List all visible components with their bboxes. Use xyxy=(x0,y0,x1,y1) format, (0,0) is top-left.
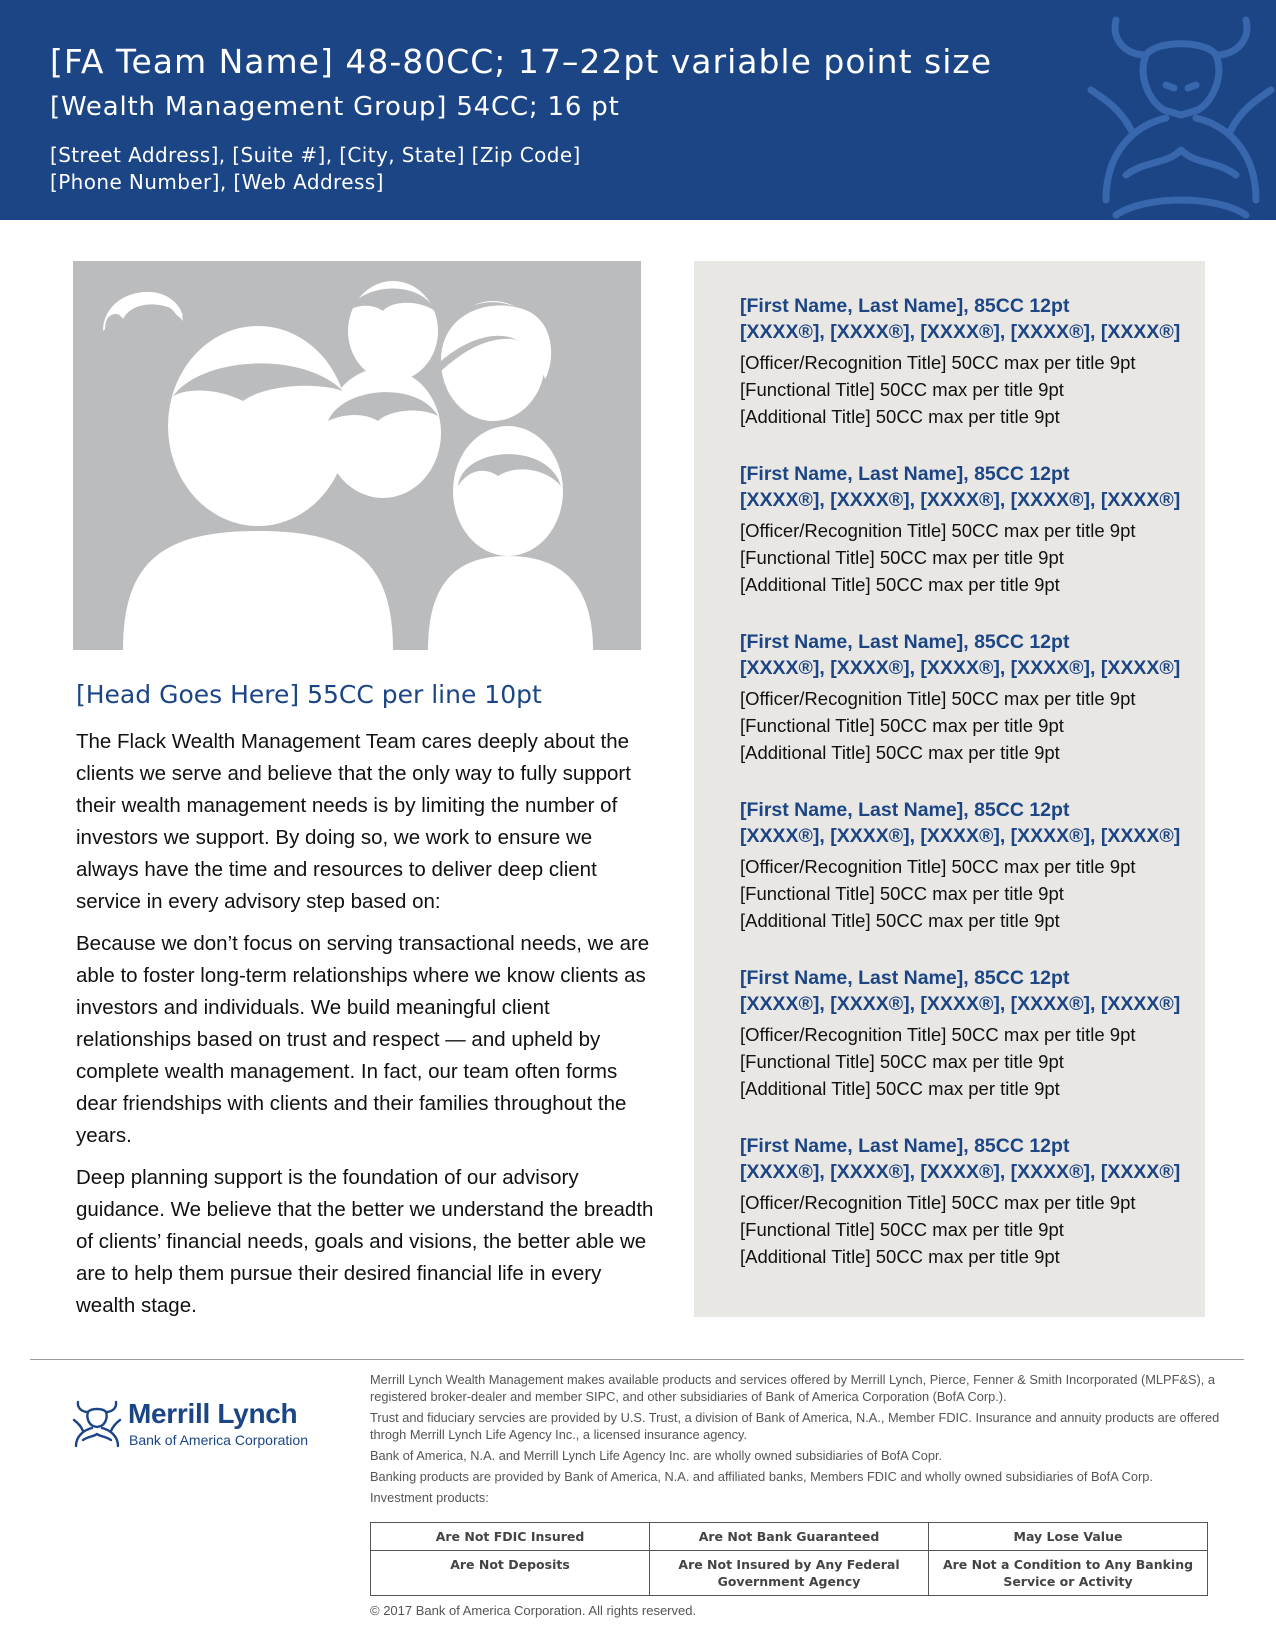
member-name: [First Name, Last Name], 85CC 12pt xyxy=(740,1135,1070,1157)
member-name: [First Name, Last Name], 85CC 12pt xyxy=(740,295,1070,317)
bull-icon xyxy=(72,1398,122,1448)
table-cell: Are Not Deposits xyxy=(371,1551,650,1596)
member-credentials: [XXXX®], [XXXX®], [XXXX®], [XXXX®], [XXXX®] xyxy=(740,489,1181,511)
logo-subtitle: Bank of America Corporation xyxy=(129,1432,308,1448)
table-row xyxy=(371,1523,1208,1551)
member-credentials: [XXXX®], [XXXX®], [XXXX®], [XXXX®], [XXXX®] xyxy=(740,825,1181,847)
team-member xyxy=(740,461,1200,598)
member-name: [First Name, Last Name], 85CC 12pt xyxy=(740,631,1070,653)
section-heading: [Head Goes Here] 55CC per line 10pt xyxy=(76,680,542,709)
table-cell: May Lose Value xyxy=(929,1523,1208,1551)
body-copy xyxy=(76,726,656,1332)
member-additional-title: [Additional Title] 50CC max per title 9pt xyxy=(740,1246,1060,1267)
disclosure-paragraph: Investment products: xyxy=(370,1490,489,1505)
member-credentials: [XXXX®], [XXXX®], [XXXX®], [XXXX®], [XXXX®] xyxy=(740,1161,1181,1183)
table-cell: Are Not Insured by Any Federal Government Agency xyxy=(650,1551,929,1596)
contact-block xyxy=(50,142,581,196)
team-member xyxy=(740,629,1200,766)
body-paragraph: Deep planning support is the foundation of our advisory guidance. We believe that the better we understand the breadth of clients’ financial needs, goals and visions, the better able we are to help them pursue their desired financial life in every wealth stage. xyxy=(76,1166,654,1317)
member-additional-title: [Additional Title] 50CC max per title 9pt xyxy=(740,910,1060,931)
member-name: [First Name, Last Name], 85CC 12pt xyxy=(740,799,1070,821)
member-credentials: [XXXX®], [XXXX®], [XXXX®], [XXXX®], [XXXX®] xyxy=(740,657,1181,679)
member-credentials: [XXXX®], [XXXX®], [XXXX®], [XXXX®], [XXXX®] xyxy=(740,993,1181,1015)
team-member xyxy=(740,797,1200,934)
table-cell: Are Not Bank Guaranteed xyxy=(650,1523,929,1551)
member-officer-title: [Officer/Recognition Title] 50CC max per title 9pt xyxy=(740,856,1136,877)
table-cell: Are Not a Condition to Any Banking Service or Activity xyxy=(929,1551,1208,1596)
footer-divider xyxy=(30,1359,1244,1360)
disclosure-paragraph: Bank of America, N.A. and Merrill Lynch Life Agency Inc. are wholly owned subsidiaries of BofA Copr. xyxy=(370,1448,943,1463)
team-member xyxy=(740,965,1200,1102)
table-cell: Are Not FDIC Insured xyxy=(371,1523,650,1551)
member-functional-title: [Functional Title] 50CC max per title 9pt xyxy=(740,883,1064,904)
disclosure-paragraph: Merrill Lynch Wealth Management makes available products and services offered by Merrill Lynch, Pierce, Fenner & Smith Incorporated (MLPF&S), a registered broker-dealer and member SIPC, and other subsidiaries of Bank of America Corporation (BofA Corp.). xyxy=(370,1372,1215,1404)
group-of-people-icon xyxy=(73,261,641,650)
address-line: [Street Address], [Suite #], [City, State] [Zip Code] xyxy=(50,143,581,167)
member-credentials: [XXXX®], [XXXX®], [XXXX®], [XXXX®], [XXXX®] xyxy=(740,321,1181,343)
member-additional-title: [Additional Title] 50CC max per title 9pt xyxy=(740,406,1060,427)
team-name: [FA Team Name] 48-80CC; 17–22pt variable point size xyxy=(50,42,993,81)
merrill-lynch-logo xyxy=(72,1398,332,1450)
member-functional-title: [Functional Title] 50CC max per title 9pt xyxy=(740,715,1064,736)
disclosure-paragraph: Banking products are provided by Bank of America, N.A. and affiliated banks, Members FDIC and wholly owned subsidiaries of BofA Corp. xyxy=(370,1469,1153,1484)
member-additional-title: [Additional Title] 50CC max per title 9pt xyxy=(740,742,1060,763)
member-name: [First Name, Last Name], 85CC 12pt xyxy=(740,967,1070,989)
member-functional-title: [Functional Title] 50CC max per title 9pt xyxy=(740,379,1064,400)
member-officer-title: [Officer/Recognition Title] 50CC max per title 9pt xyxy=(740,352,1136,373)
team-member xyxy=(740,293,1200,430)
logo-wordmark: Merrill Lynch xyxy=(128,1398,298,1429)
body-paragraph: Because we don’t focus on serving transactional needs, we are able to foster long-term relationships where we know clients as investors and individuals. We build meaningful client relationships based on trust and respect — and upheld by complete wealth management. In fact, our team often forms dear friendships with clients and their families throughout the years. xyxy=(76,932,650,1147)
table-row xyxy=(371,1551,1208,1596)
team-photo-placeholder xyxy=(73,261,641,650)
member-additional-title: [Additional Title] 50CC max per title 9pt xyxy=(740,574,1060,595)
disclosure-paragraph: Trust and fiduciary servcies are provided by U.S. Trust, a division of Bank of America, N.A., Member FDIC. Insurance and annuity products are offered throgh Merrill Lynch Life Agency Inc., a licensed insurance agency. xyxy=(370,1410,1220,1442)
copyright-notice: © 2017 Bank of America Corporation. All rights reserved. xyxy=(370,1603,697,1618)
bull-icon xyxy=(1086,0,1276,220)
investment-products-table xyxy=(370,1522,1208,1596)
member-name: [First Name, Last Name], 85CC 12pt xyxy=(740,463,1070,485)
member-functional-title: [Functional Title] 50CC max per title 9pt xyxy=(740,1219,1064,1240)
member-officer-title: [Officer/Recognition Title] 50CC max per title 9pt xyxy=(740,520,1136,541)
member-functional-title: [Functional Title] 50CC max per title 9pt xyxy=(740,547,1064,568)
body-paragraph: The Flack Wealth Management Team cares deeply about the clients we serve and believe that the only way to fully support their wealth management needs is by limiting the number of investors we support. By doing so, we work to ensure we always have the time and resources to deliver deep client service in every advisory step based on: xyxy=(76,730,631,913)
group-name: [Wealth Management Group] 54CC; 16 pt xyxy=(50,92,620,122)
legal-disclosures xyxy=(370,1371,1220,1510)
member-officer-title: [Officer/Recognition Title] 50CC max per title 9pt xyxy=(740,1192,1136,1213)
team-member xyxy=(740,1133,1200,1270)
member-officer-title: [Officer/Recognition Title] 50CC max per title 9pt xyxy=(740,688,1136,709)
member-officer-title: [Officer/Recognition Title] 50CC max per title 9pt xyxy=(740,1024,1136,1045)
contact-line: [Phone Number], [Web Address] xyxy=(50,170,384,194)
team-members-panel xyxy=(694,261,1205,1317)
header-band xyxy=(0,0,1276,220)
member-functional-title: [Functional Title] 50CC max per title 9pt xyxy=(740,1051,1064,1072)
member-additional-title: [Additional Title] 50CC max per title 9pt xyxy=(740,1078,1060,1099)
